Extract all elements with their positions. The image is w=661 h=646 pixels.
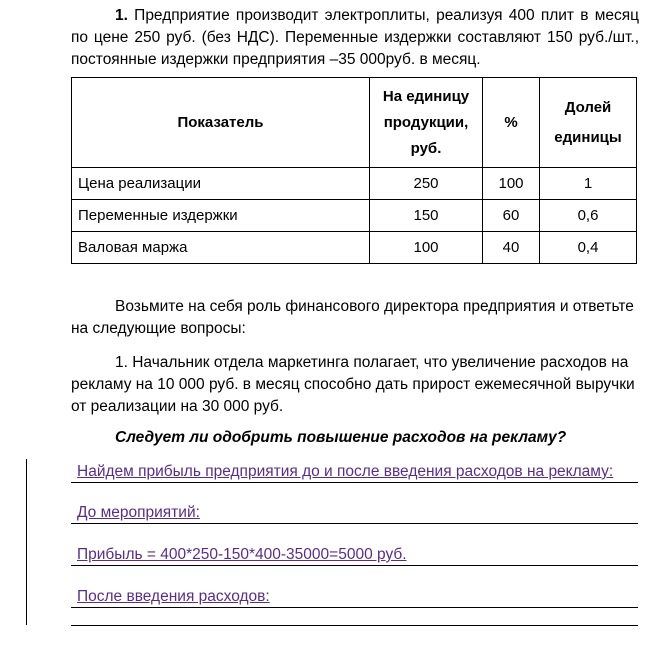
row-percent: 40 — [483, 232, 540, 264]
header-share-line2: единицы — [554, 128, 622, 146]
answer-text: Найдем прибыль предприятия до и после введения расходов на рекламу: — [77, 463, 614, 480]
question-bold: Следует ли одобрить повышение расходов на рекламу? — [115, 429, 567, 446]
header-share-line1: Долей — [564, 98, 612, 116]
table-row — [72, 200, 637, 232]
table-row — [72, 168, 637, 200]
question-1-paragraph — [71, 352, 639, 418]
table-header-row — [72, 78, 637, 168]
problem-number: 1. — [115, 7, 128, 24]
header-per-unit-line1: На единицу — [382, 87, 470, 105]
header-percent: % — [483, 78, 540, 168]
row-name: Цена реализации — [72, 168, 370, 200]
header-per-unit-line2: продукции, — [383, 113, 469, 131]
row-per-unit: 100 — [370, 232, 483, 264]
header-indicator: Показатель — [72, 78, 370, 168]
row-percent: 60 — [483, 200, 540, 232]
row-per-unit: 250 — [370, 168, 483, 200]
answer-line — [71, 544, 638, 566]
row-name: Переменные издержки — [72, 200, 370, 232]
row-share: 1 — [540, 168, 637, 200]
answer-bottom-line — [71, 625, 638, 626]
header-share — [540, 78, 637, 168]
indicator-table — [71, 77, 637, 264]
header-per-unit — [370, 78, 483, 168]
answer-text: Прибыль = 400*250-150*400-35000=5000 руб. — [77, 546, 407, 563]
row-percent: 100 — [483, 168, 540, 200]
answer-line — [71, 586, 638, 608]
table-row — [72, 232, 637, 264]
row-per-unit: 150 — [370, 200, 483, 232]
answer-line — [71, 461, 638, 483]
header-per-unit-line3: руб. — [410, 139, 442, 157]
margin-bar — [26, 459, 27, 625]
answer-text: После введения расходов: — [77, 588, 270, 605]
intro-text: Возьмите на себя роль финансового директора предприятия и ответьте на следующие вопросы: — [71, 298, 634, 337]
problem-text: Предприятие производит электроплиты, реализуя 400 плит в месяц по цене 250 руб. (без НДС). Переменные издержки составляют 150 руб./шт., постоянные издержки предприятия –35 000руб. в месяц. — [71, 7, 640, 68]
intro-paragraph — [71, 296, 639, 340]
problem-statement — [71, 5, 639, 71]
row-name: Валовая маржа — [72, 232, 370, 264]
answer-line — [71, 502, 638, 524]
question-1-text: 1. Начальник отдела маркетинга полагает, что увеличение расходов на рекламу на 10 000 руб. в месяц способно дать прирост ежемесячной выручки от реализации на 30 000 руб. — [71, 354, 635, 415]
row-share: 0,6 — [540, 200, 637, 232]
answer-text: До мероприятий: — [77, 504, 200, 521]
row-share: 0,4 — [540, 232, 637, 264]
